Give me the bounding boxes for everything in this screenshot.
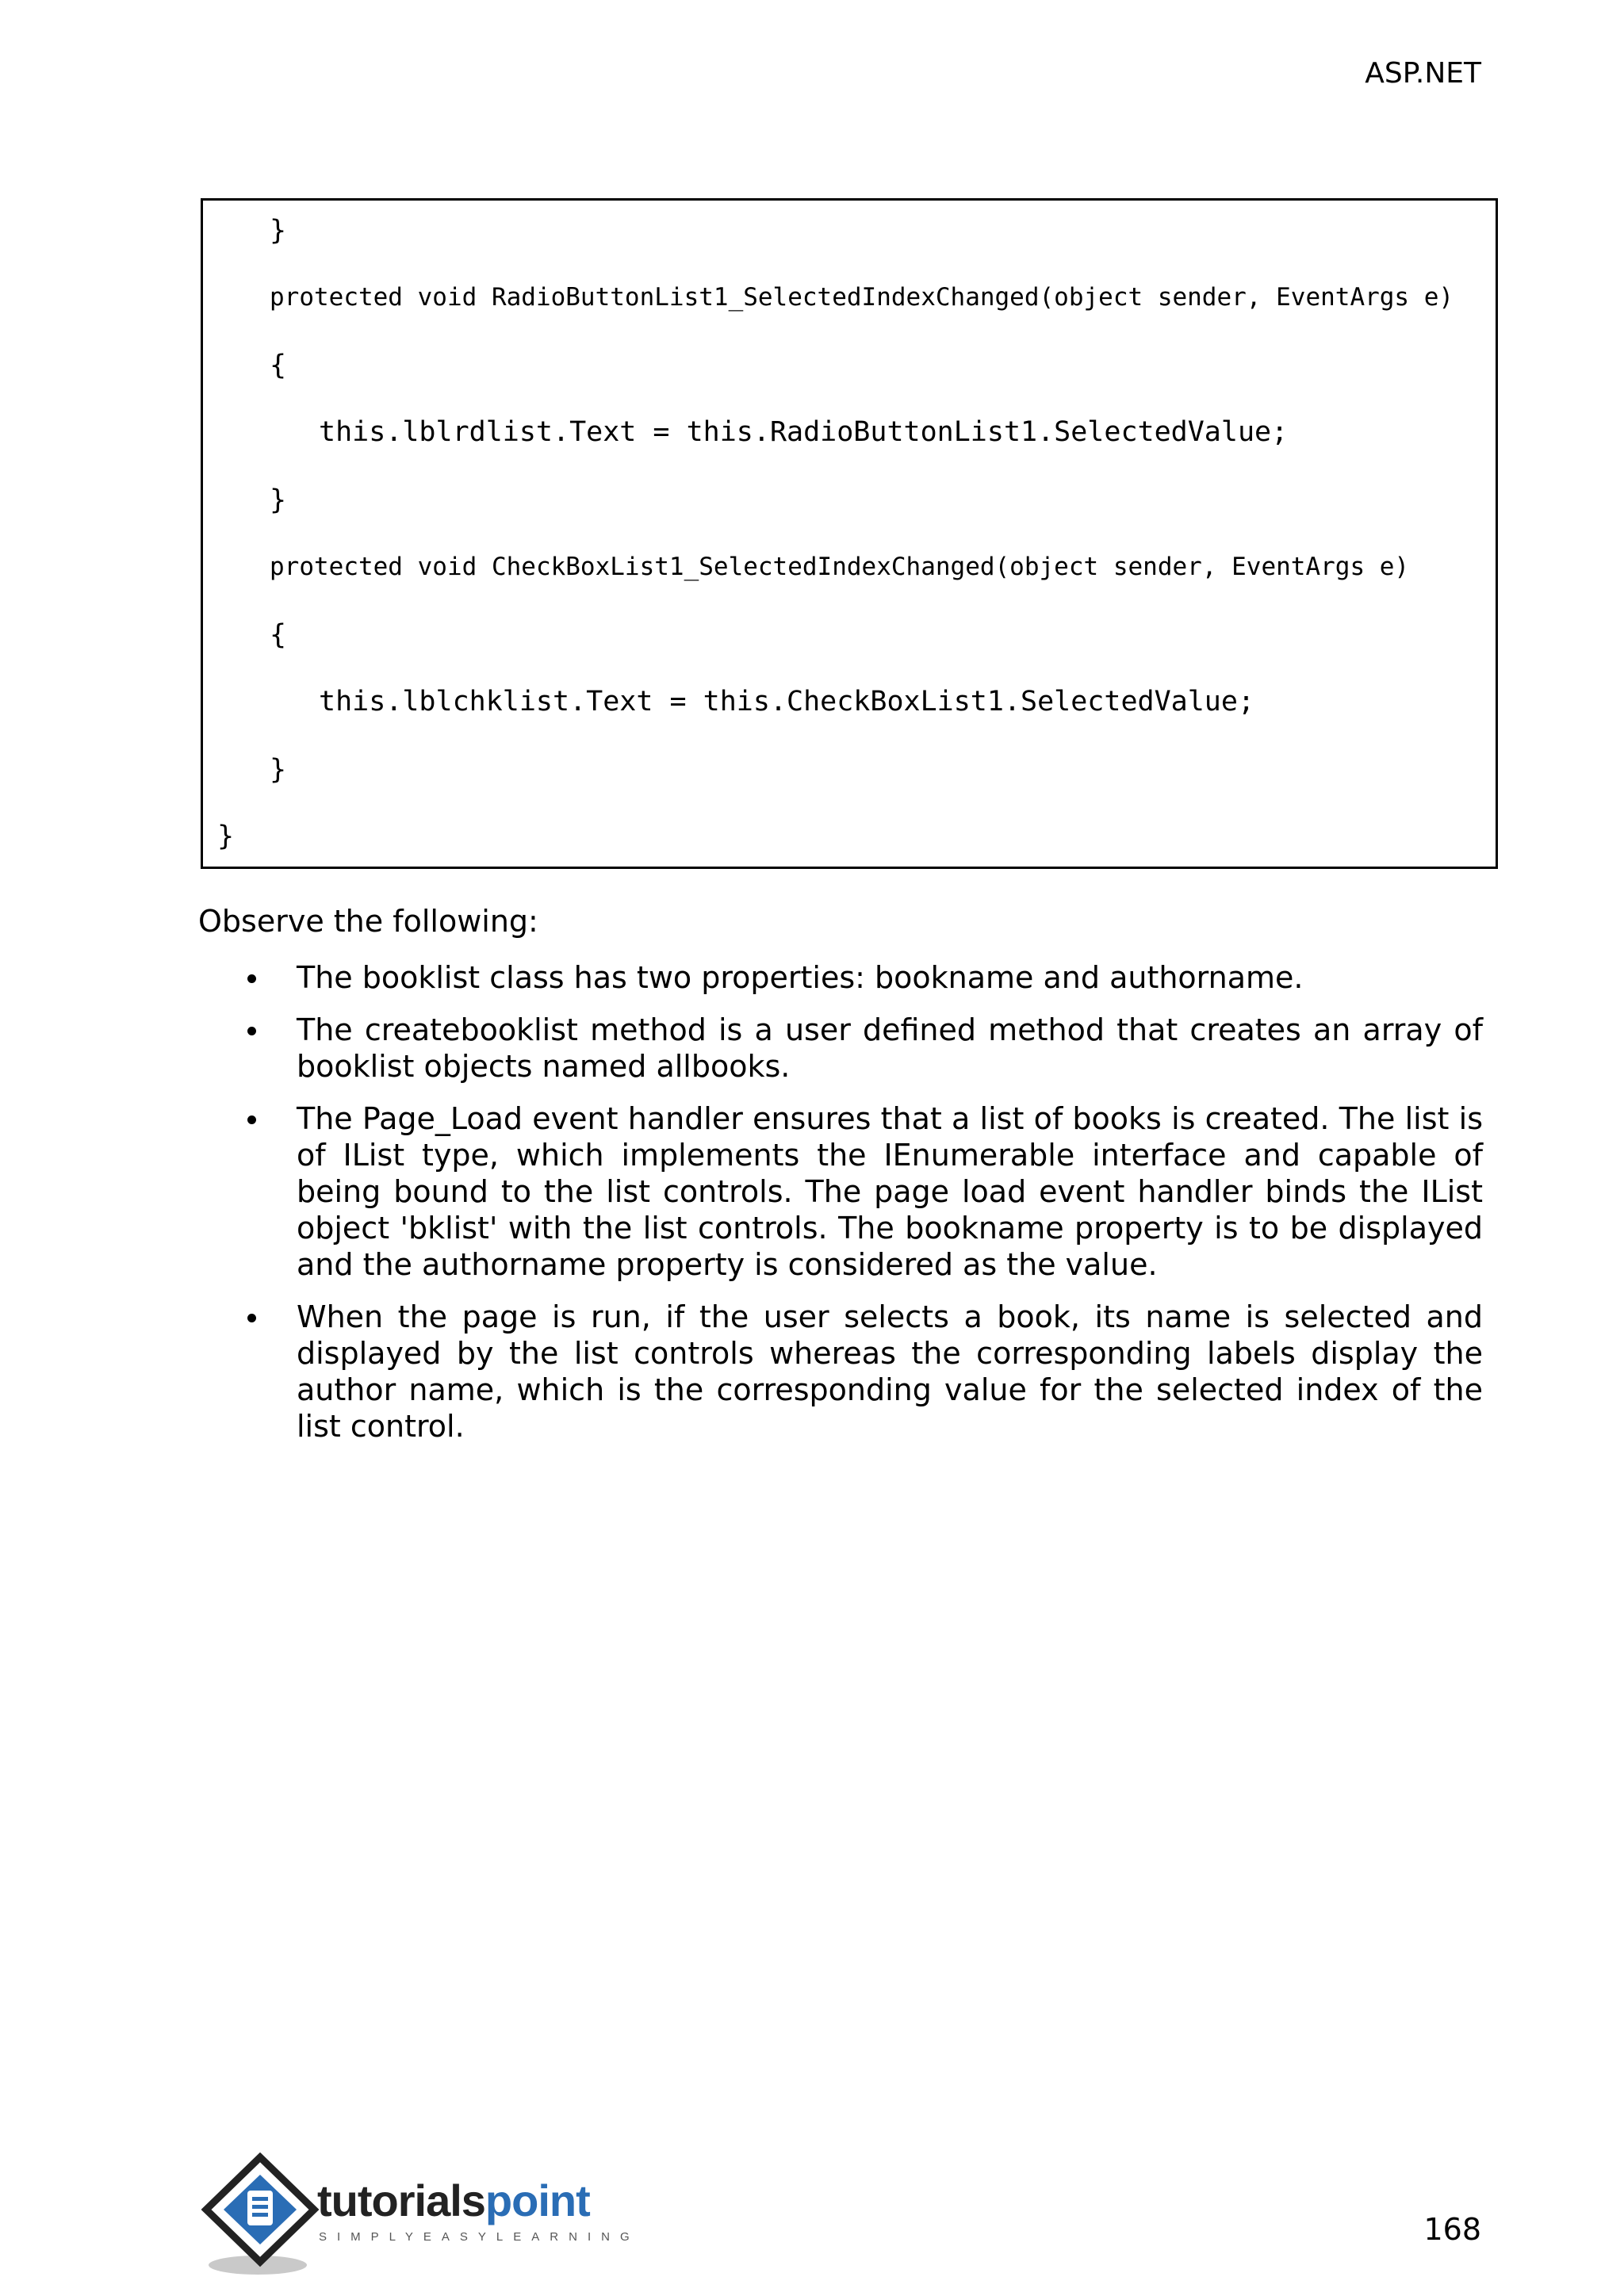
code-line: } xyxy=(217,821,235,852)
code-line: } xyxy=(270,484,287,516)
list-item-text: The createbooklist method is a user defined method that creates an array of booklist objects named allbooks. xyxy=(297,1012,1483,1084)
bullet-list xyxy=(198,959,1483,1460)
code-line: this.lblchklist.Text = this.CheckBoxList1.SelectedValue; xyxy=(319,686,1255,718)
bullet-icon xyxy=(247,974,256,983)
code-line: { xyxy=(270,619,287,651)
code-line: protected void RadioButtonList1_SelectedIndexChanged(object sender, EventArgs e) xyxy=(270,283,1454,312)
bullet-icon xyxy=(247,1314,256,1322)
page-header-title: ASP.NET xyxy=(1365,57,1481,90)
list-item-text: The Page_Load event handler ensures that a list of books is created. The list is of IList type, which implements the IEnumerable interface and capable of being bound to the list controls. The page load event handler binds the IList object 'bklist' with the list controls. The bookname property is to be displayed and the authorname property is considered as the value. xyxy=(297,1101,1483,1282)
list-item xyxy=(198,1012,1483,1085)
code-line: } xyxy=(270,754,287,786)
list-item-text: When the page is run, if the user selects a book, its name is selected and displayed by the list controls whereas the corresponding labels display the author name, which is the corresponding value for the selected index of the list control. xyxy=(297,1299,1483,1444)
bullet-icon xyxy=(247,1115,256,1124)
list-item-text: The booklist class has two properties: bookname and authorname. xyxy=(297,960,1304,995)
logo-emblem-icon xyxy=(198,2152,325,2279)
list-item xyxy=(198,1100,1483,1283)
code-line: } xyxy=(270,215,287,247)
page-number: 168 xyxy=(1423,2212,1481,2247)
code-block xyxy=(201,198,1498,869)
code-line: { xyxy=(270,350,287,381)
list-item xyxy=(198,1299,1483,1445)
logo-wordmark: tutorialspoint xyxy=(317,2175,590,2225)
logo-tagline: SIMPLYEASYLEARNING xyxy=(319,2230,640,2244)
list-item xyxy=(198,959,1483,996)
tutorialspoint-logo xyxy=(198,2152,640,2279)
code-line: this.lblrdlist.Text = this.RadioButtonList1.SelectedValue; xyxy=(319,416,1289,448)
bullet-icon xyxy=(247,1027,256,1035)
intro-text: Observe the following: xyxy=(198,904,538,939)
code-line: protected void CheckBoxList1_SelectedIndexChanged(object sender, EventArgs e) xyxy=(270,553,1410,581)
